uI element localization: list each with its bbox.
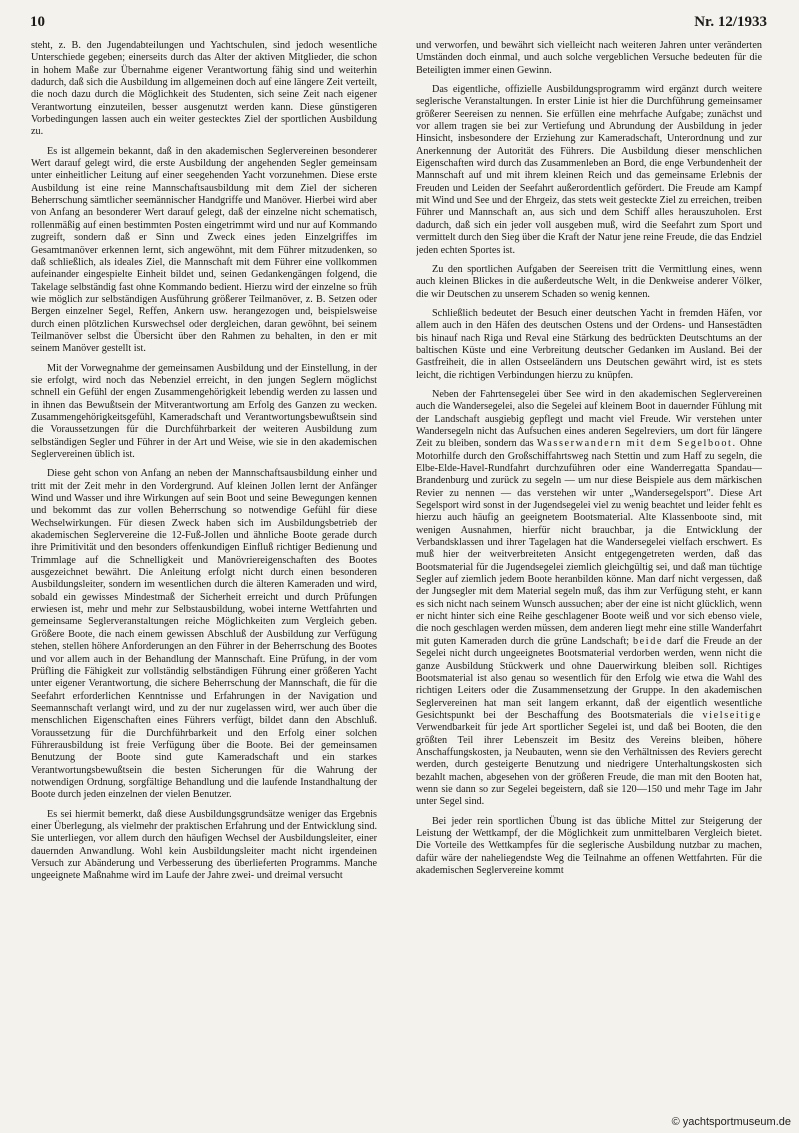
paragraph: Mit der Vorwegnahme der gemeinsamen Ausbildung und der Einstellung, in der sie erfolgt, wird noch das Nebenziel erreicht, in den jungen Seglern möglichst schnell ein Gefühl der engen Zusammengehörigkeit lebendig werden zu lassen und in ihnen das Bewußtsein der Mitverantwortung am Erfolg des Ganzen zu wecken. Zusammengehörigkeitsgefühl, Kameradschaft und Verantwortungsbewußtsein sind die Voraussetzungen für die Durchführbarkeit der weiteren Ausbildung zum selbständigen Segler und Führer in der Art und Weise, wie sie in den akademischen Seglervereinen üblich ist. bbox=[31, 362, 377, 460]
left-column bbox=[31, 40, 377, 1100]
paragraph: und verworfen, und bewährt sich vielleicht nach weiteren Jahren unter veränderten Umständen doch einmal, und auch solche vergeblichen Versuche bedeuten für die Beteiligten immer einen Gewinn. bbox=[416, 40, 762, 76]
paragraph: steht, z. B. den Jugendabteilungen und Yachtschulen, sind jedoch wesentliche Unterschiede gegeben; einerseits durch das Alter der aktiven Mitglieder, die schon in hohem Maße zur Übernahme eigener Verantwortung fähig sind und weiterhin dadurch, daß sich die Ausbildung im allgemeinen doch auf eine längere Zeit verteilt, die noch dazu durch die Möglichkeit des Studenten, sich seine Zeit nach eigener Verantwortung einzuteilen, besser ausgenutzt werden kann. Diese günstigeren Vorbedingungen lassen auch ein weiter gestecktes Ziel der sportlichen Ausbildung zu. bbox=[31, 40, 377, 138]
paragraph: Schließlich bedeutet der Besuch einer deutschen Yacht in fremden Häfen, vor allem auch in den Häfen des deutschen Ostens und der Ordens- und Hansestädten bis hinauf nach Riga und Reval eine Stärkung des bedrückten Deutschtums an der baltischen Küste und eine Verbreitung deutscher Gedanken im Ausland. Bei der Gastfreiheit, die in allen Ostseeländern uns Deutschen gewährt wird, ist es stets leicht, die richtigen Verbindungen hierzu zu knüpfen. bbox=[416, 307, 762, 381]
page-header bbox=[28, 14, 771, 36]
emphasized-text: vielseitige bbox=[702, 709, 762, 721]
emphasized-text: Wasserwandern mit dem Segelboot. bbox=[536, 438, 737, 450]
paragraph: Zu den sportlichen Aufgaben der Seereisen tritt die Vermittlung eines, wenn auch kleinen Blickes in die außerdeutsche Welt, in die Denkweise anderer Völker, die wir Deutschen zu unserem Schaden so wenig kennen. bbox=[416, 263, 762, 300]
watermark: © yachtsportmuseum.de bbox=[671, 1116, 791, 1128]
paragraph-text: Verwendbarkeit für jede Art sportlicher Segelei ist, und daß bei Booten, die den größten Teil ihrer Lebenszeit im Besitz des Vereins bleiben, höhere Anschaffungskosten, ja Neubauten, wenn sie den Verhältnissen des Reviers gerecht werden, durch gesteigerte Benutzung und niedrigere Unterhaltungskosten sich bezahlt machen, abgesehen von der größeren Freude, die man mit den Booten hat, wenn sie dann so zur Segelei begeistern, daß sie 120—150 und mehr Tage im Jahr unter Segel sind. bbox=[416, 722, 762, 808]
right-column bbox=[416, 40, 762, 1100]
paragraph bbox=[416, 389, 762, 809]
paragraph-text: darf die Freude an der Segelei nicht durch ungeeignetes Bootsmaterial verdorben werden, wenn nicht die ganze Ausbildung Stückwerk und ohne Dauerwirkung bleiben soll. Richtiges Bootsmaterial ist also genau so wesentlich für den Erfolg wie etwa die Wahl des richtigen Leiters oder die Zusammensetzung der Gruppe. In den akademischen Seglervereinen hat man seit langem erkannt, daß der eigentlich wesentliche Gesichtspunkt bei der Beschaffung des Bootsmaterials die bbox=[416, 635, 762, 721]
paragraph: Es sei hiermit bemerkt, daß diese Ausbildungsgrundsätze weniger das Ergebnis einer Überlegung, als vielmehr der praktischen Erfahrung und der Entwicklung sind. Sie unterliegen, vor allem durch den häufigen Wechsel der Ausbildungsleiter, einer dauernden Anwandlung. Wohl kein Ausbildungsleiter macht nicht irgendeinen Versuch zur Abänderung und Verbesserung des überlieferten Programms. Manche ungeeignete Maßnahme wird im Laufe der Jahre zwei- und dreimal versucht bbox=[31, 808, 377, 882]
paragraph: Bei jeder rein sportlichen Übung ist das übliche Mittel zur Steigerung der Leistung der Wettkampf, der die Möglichkeit zum unmittelbaren Vergleich bietet. Die Vorteile des Wettkampfes für die seglerische Ausbildung nutzbar zu machen, dafür wäre der naheliegendste Weg die Teilnahme an offenen Wettfahrten. Für die akademischen Seglervereine kommt bbox=[416, 815, 762, 876]
paragraph-text: Neben der Fahrtensegelei über See wird in den akademischen Seglervereinen auch die Wandersegelei, also die Segelei auf kleinem Boot in dauernder Fühlung mit der Landschaft ausgiebig gepflegt und macht viel Freude. Wir verstehen unter Wandersegeln nicht das Aufsuchen eines anderen Segelreviers, um dort für längere Zeit zu bleiben, sondern das bbox=[416, 388, 762, 450]
paragraph: Das eigentliche, offizielle Ausbildungsprogramm wird ergänzt durch weitere seglerische Veranstaltungen. In erster Linie ist hier die Durchführung gemeinsamer größerer Seereisen zu nennen. Sie erfüllen eine mehrfache Aufgabe; zunächst und vor allem tragen sie bei zur Vertiefung und Abrundung der Ausbildung in jeder Hinsicht, insbesondere der Erziehung zur Kameradschaft, Unterordnung und zur Anerkennung der Autorität des Führers. Die Ausbildung dieser menschlichen Eigenschaften wird durch das Zusammenleben an Bord, die enge Verbundenheit der Mannschaft auf und mit ihrem kleinen Reich und das gemeinsame Erlebnis der Freuden und Leiden der Seefahrt außerordentlich gefördert. Die Freude am Kampf mit Wind und See und der Ehrgeiz, das stets weit gesteckte Ziel zu erreichen, treiben Führer und Mannschaft an, aus sich und dem Schiff alles herauszuholen. Erst dadurch, daß sich ein jeder voll ausgeben muß, wird die Seefahrt zum Sport und vermittelt durch den Sieg über die Kraft der Natur jene reine Freude, die das Endziel jeden echten Sportes ist. bbox=[416, 84, 762, 256]
page-number: 10 bbox=[30, 14, 45, 30]
issue-number: Nr. 12/1933 bbox=[694, 14, 767, 30]
paragraph-text: Ohne Motorhilfe durch den Großschiffahrtsweg nach Stettin und zum Haff zu segeln, die Elbe-Elde-Havel-Rundfahrt durchzuführen oder eine Wanderregatta Spandau—Brandenburg und zurück zu segeln — um nur diese Beispiele aus dem märkischen Revier zu nennen — das verstehen wir unter „Wandersegelsport". Diese Art Segelsport wird sonst in der Jugendsegelei viel zu wenig beachtet und leider fehlt es hierzu auch häufig an geeignetem Bootsmaterial. Alte Klassenboote sind, mit wenigen Ausnahmen, hierfür nicht brauchbar, ja die Entwicklung der Verbandsklassen und ihrer Tagelagen hat die Wandersegelei vielfach erschwert. Es muß hier der weitverbreiteten Ansicht entgegengetreten werden, daß das Bootsmaterial für die Jugendsegelei ziemlich gleichgültig sei, und daß man tüchtige Segler auf ziemlich jedem Boote heranbilden könne. Man darf nicht vergessen, daß der Jungsegler mit dem Material segeln muß, das ihm zur Verfügung steht, er kann es sich nicht nach seinem Wunsch aussuchen; aber der eine ist nicht glücklich, wenn er nicht hinter sich eine Reihe geschlagener Boote weiß und vor sich ebenso viele, die noch geschlagen werden müssen, dem anderen liegt mehr eine stille Wanderfahrt mit guten Kameraden durch die grüne Landschaft; bbox=[416, 438, 762, 647]
emphasized-text: beide bbox=[632, 635, 664, 647]
paragraph: Es ist allgemein bekannt, daß in den akademischen Seglervereinen besonderer Wert darauf gelegt wird, die erste Ausbildung der angehenden Segler gemeinsam unter einheitlicher Leitung auf einer seegehenden Yacht vorzunehmen. Diese erste Ausbildung ist eine reine Mannschaftsausbildung mit dem Ziel der sicheren Beherrschung sämtlicher seemännischer Handgriffe und Manöver. Hierbei wird aber von Anfang an besonderer Wert darauf gelegt, daß der einzelne nicht schematisch, rollenmäßig auf einen bestimmten Posten eingetrimmt wird und nur auf Kommando zugreift, sondern daß er Sinn und Zweck eines jeden Einzelgriffes im Gesamtmanöver erkennen lernt, sich angewöhnt, mit dem Führer mitzudenken, so daß schließlich, als ideales Ziel, die Mannschaft mit dem Führer eine vollkommen aufeinander eingespielte Einheit bildet und, seinen Gedankengängen folgend, die Takelage selbständig fast ohne Kommando bedient. Hierzu wird der einzelne so früh wie möglich zur selbständigen Ausführung größerer Teilmanöver, z. B. Setzen oder Bergen einzelner Segel, Reffen, Ankern usw. herangezogen und, beispielsweise durch einen plötzlichen Kurswechsel oder dergleichen, daran gewöhnt, bei seinem Teilmanöver selbst die Übersicht über den Rahmen zu behalten, in den er mit seinem Manöver gestellt ist. bbox=[31, 145, 377, 355]
paragraph: Diese geht schon von Anfang an neben der Mannschaftsausbildung einher und tritt mit der Zeit mehr in den Vordergrund. Auf kleinen Jollen lernt der Anfänger Wind und Wasser und ihre Wirkungen auf sein Boot und seine Bewegungen kennen und bekommt das zur vollen Beherrschung so notwendige Gefühl für diese Wechselwirkungen. Für diesen Zweck haben sich im Ausbildungsbetrieb der akademischen Seglervereine die 12-Fuß-Jollen und ähnliche Boote gerade durch ihre Primitivität und den besonders offenkundigen Einfluß richtiger Bedienung und Trimmlage auf die Schnelligkeit und Manövriereigenschaften des Bootes ausgezeichnet bewährt. Die Anleitung erfolgt nicht durch einen besonderen Ausbildungsleiter, sondern im wesentlichen durch die älteren Kameraden und wird, sobald ein gewisses Mindestmaß der Sicherheit erreicht und durch Prüfungen erwiesen ist, mehr und mehr zur Selbstausbildung, wobei interne Wettfahrten und gemeinsame Seglerveranstaltungen reiche Möglichkeiten zum Vergleich geben. Größere Boote, die nach einem gewissen Abschluß der Ausbildung zur Verfügung stehen, stellen höhere Anforderungen an den Führer in der Beherrschung des Bootes und vor allem auch in der Behandlung der Mannschaft. Eine Prüfung, in der vom Prüfling die Fähigkeit zur vollständig selbständigen Führung einer größeren Yacht unter eigener Verantwortung, die sichere Beherrschung der Mannschaft, die für die Seefahrt erforderlichen Kenntnisse und Erfahrungen in der Navigation und Seemannschaft verlangt wird, und zu der nur zugelassen wird, wer auch über die menschlichen Eigenschaften eines Führers verfügt, bildet dann den Abschluß. Voraussetzung für die Durchführbarkeit und den Erfolg einer solchen Führerausbildung ist freie Verfügung über die Boote. Bei der gemeinsamen Benutzung der Boote sind gute Kameradschaft und ein starkes Verantwortungsbewußtsein die besten Sicherungen für die Wahrung der notwendigen Ordnung, sorgfältige Behandlung und die laufende Instandhaltung der Boote durch jeden einzelnen der vielen Benutzer. bbox=[31, 468, 377, 801]
